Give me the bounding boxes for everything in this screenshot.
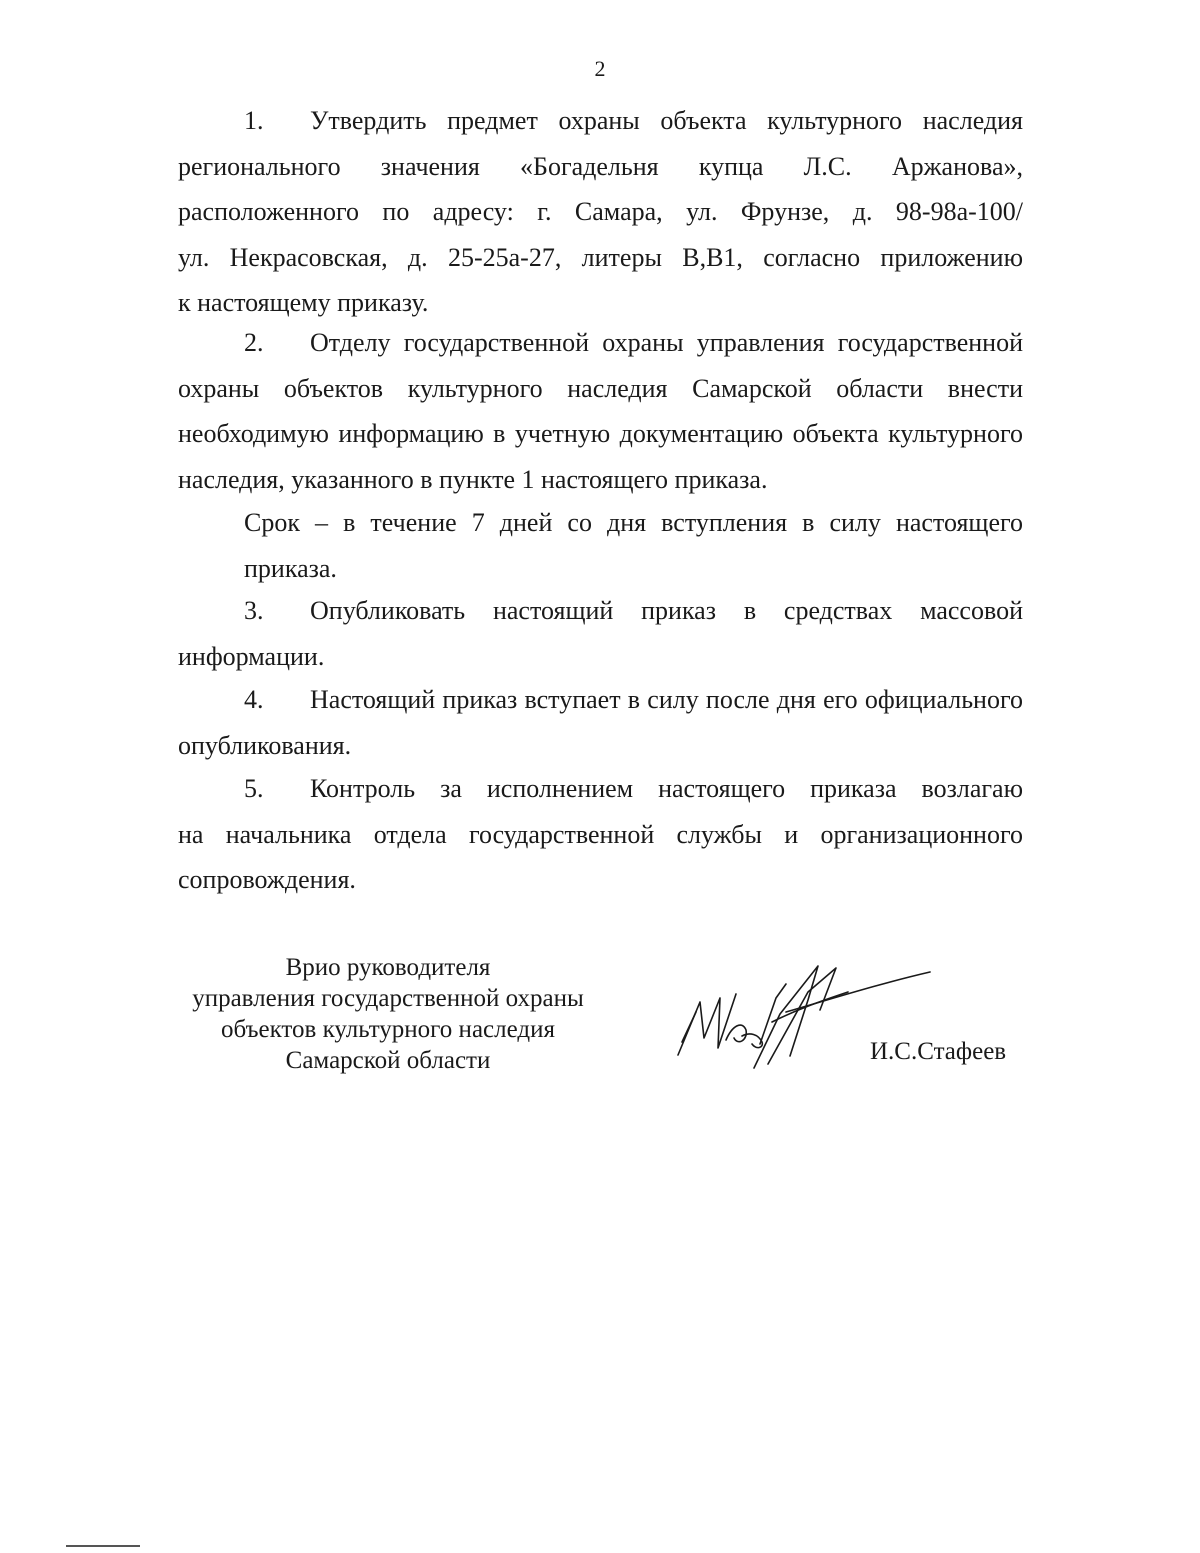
- position-line: управления государственной охраны: [192, 985, 584, 1012]
- scan-artifact: [66, 1545, 140, 1547]
- paragraph-1: [178, 98, 1023, 326]
- handwritten-signature: [668, 960, 938, 1085]
- line-text: Настоящий приказ вступает в силу после дня его официального: [310, 685, 1023, 714]
- paragraph-line: [178, 766, 1023, 812]
- page-number: 2: [594, 56, 606, 81]
- paragraph-line: приказа.: [244, 553, 337, 583]
- position-line: объектов культурного наследия: [221, 1016, 555, 1043]
- line-text: Опубликовать настоящий приказ в средствах массовой: [310, 596, 1023, 625]
- item-number: 1.: [244, 106, 264, 135]
- item-number: 3.: [244, 596, 264, 625]
- paragraph-2: [178, 320, 1023, 502]
- paragraph-line: необходимую информацию в учетную документацию объекта культурного: [178, 419, 1023, 448]
- position-line: Врио руководителя: [285, 954, 491, 981]
- paragraph-line: наследия, указанного в пункте 1 настоящего приказа.: [178, 464, 768, 494]
- line-text: Утвердить предмет охраны объекта культурного наследия: [310, 106, 1023, 135]
- paragraph-line: к настоящему приказу.: [178, 288, 429, 317]
- paragraph-line: Срок – в течение 7 дней со дня вступления в силу настоящего: [244, 508, 1023, 537]
- paragraph-line: регионального значения «Богадельня купца Л.С. Аржанова»,: [178, 151, 1023, 181]
- paragraph-line: [178, 98, 1023, 144]
- paragraph-line: информации.: [178, 641, 325, 671]
- item-number: 5.: [244, 774, 264, 803]
- line-text: Отделу государственной охраны управления государственной: [310, 328, 1023, 357]
- paragraph-5: [178, 766, 1023, 903]
- paragraph-line: [178, 320, 1023, 366]
- paragraph-line: опубликования.: [178, 730, 352, 760]
- line-text: Контроль за исполнением настоящего приказа возлагаю: [310, 774, 1023, 803]
- paragraph-line: охраны объектов культурного наследия Самарской области внести: [178, 373, 1023, 403]
- position-line: Самарской области: [285, 1047, 491, 1074]
- signatory-position: [178, 952, 598, 1076]
- deadline-paragraph: [244, 500, 1023, 591]
- paragraph-line: сопровождения.: [178, 865, 356, 894]
- paragraph-line: [178, 588, 1023, 634]
- item-number: 2.: [244, 328, 264, 357]
- signer-name: И.С.Стафеев: [870, 1038, 1007, 1065]
- paragraph-3: [178, 588, 1023, 679]
- paragraph-4: [178, 677, 1023, 768]
- paragraph-line: на начальника отдела государственной службы и организационного: [178, 819, 1023, 849]
- paragraph-line: ул. Некрасовская, д. 25-25а-27, литеры В,В1, согласно приложению: [178, 242, 1023, 272]
- item-number: 4.: [244, 685, 264, 714]
- paragraph-line: расположенного по адресу: г. Самара, ул. Фрунзе, д. 98-98а-100/: [178, 197, 1023, 226]
- paragraph-line: [178, 677, 1023, 723]
